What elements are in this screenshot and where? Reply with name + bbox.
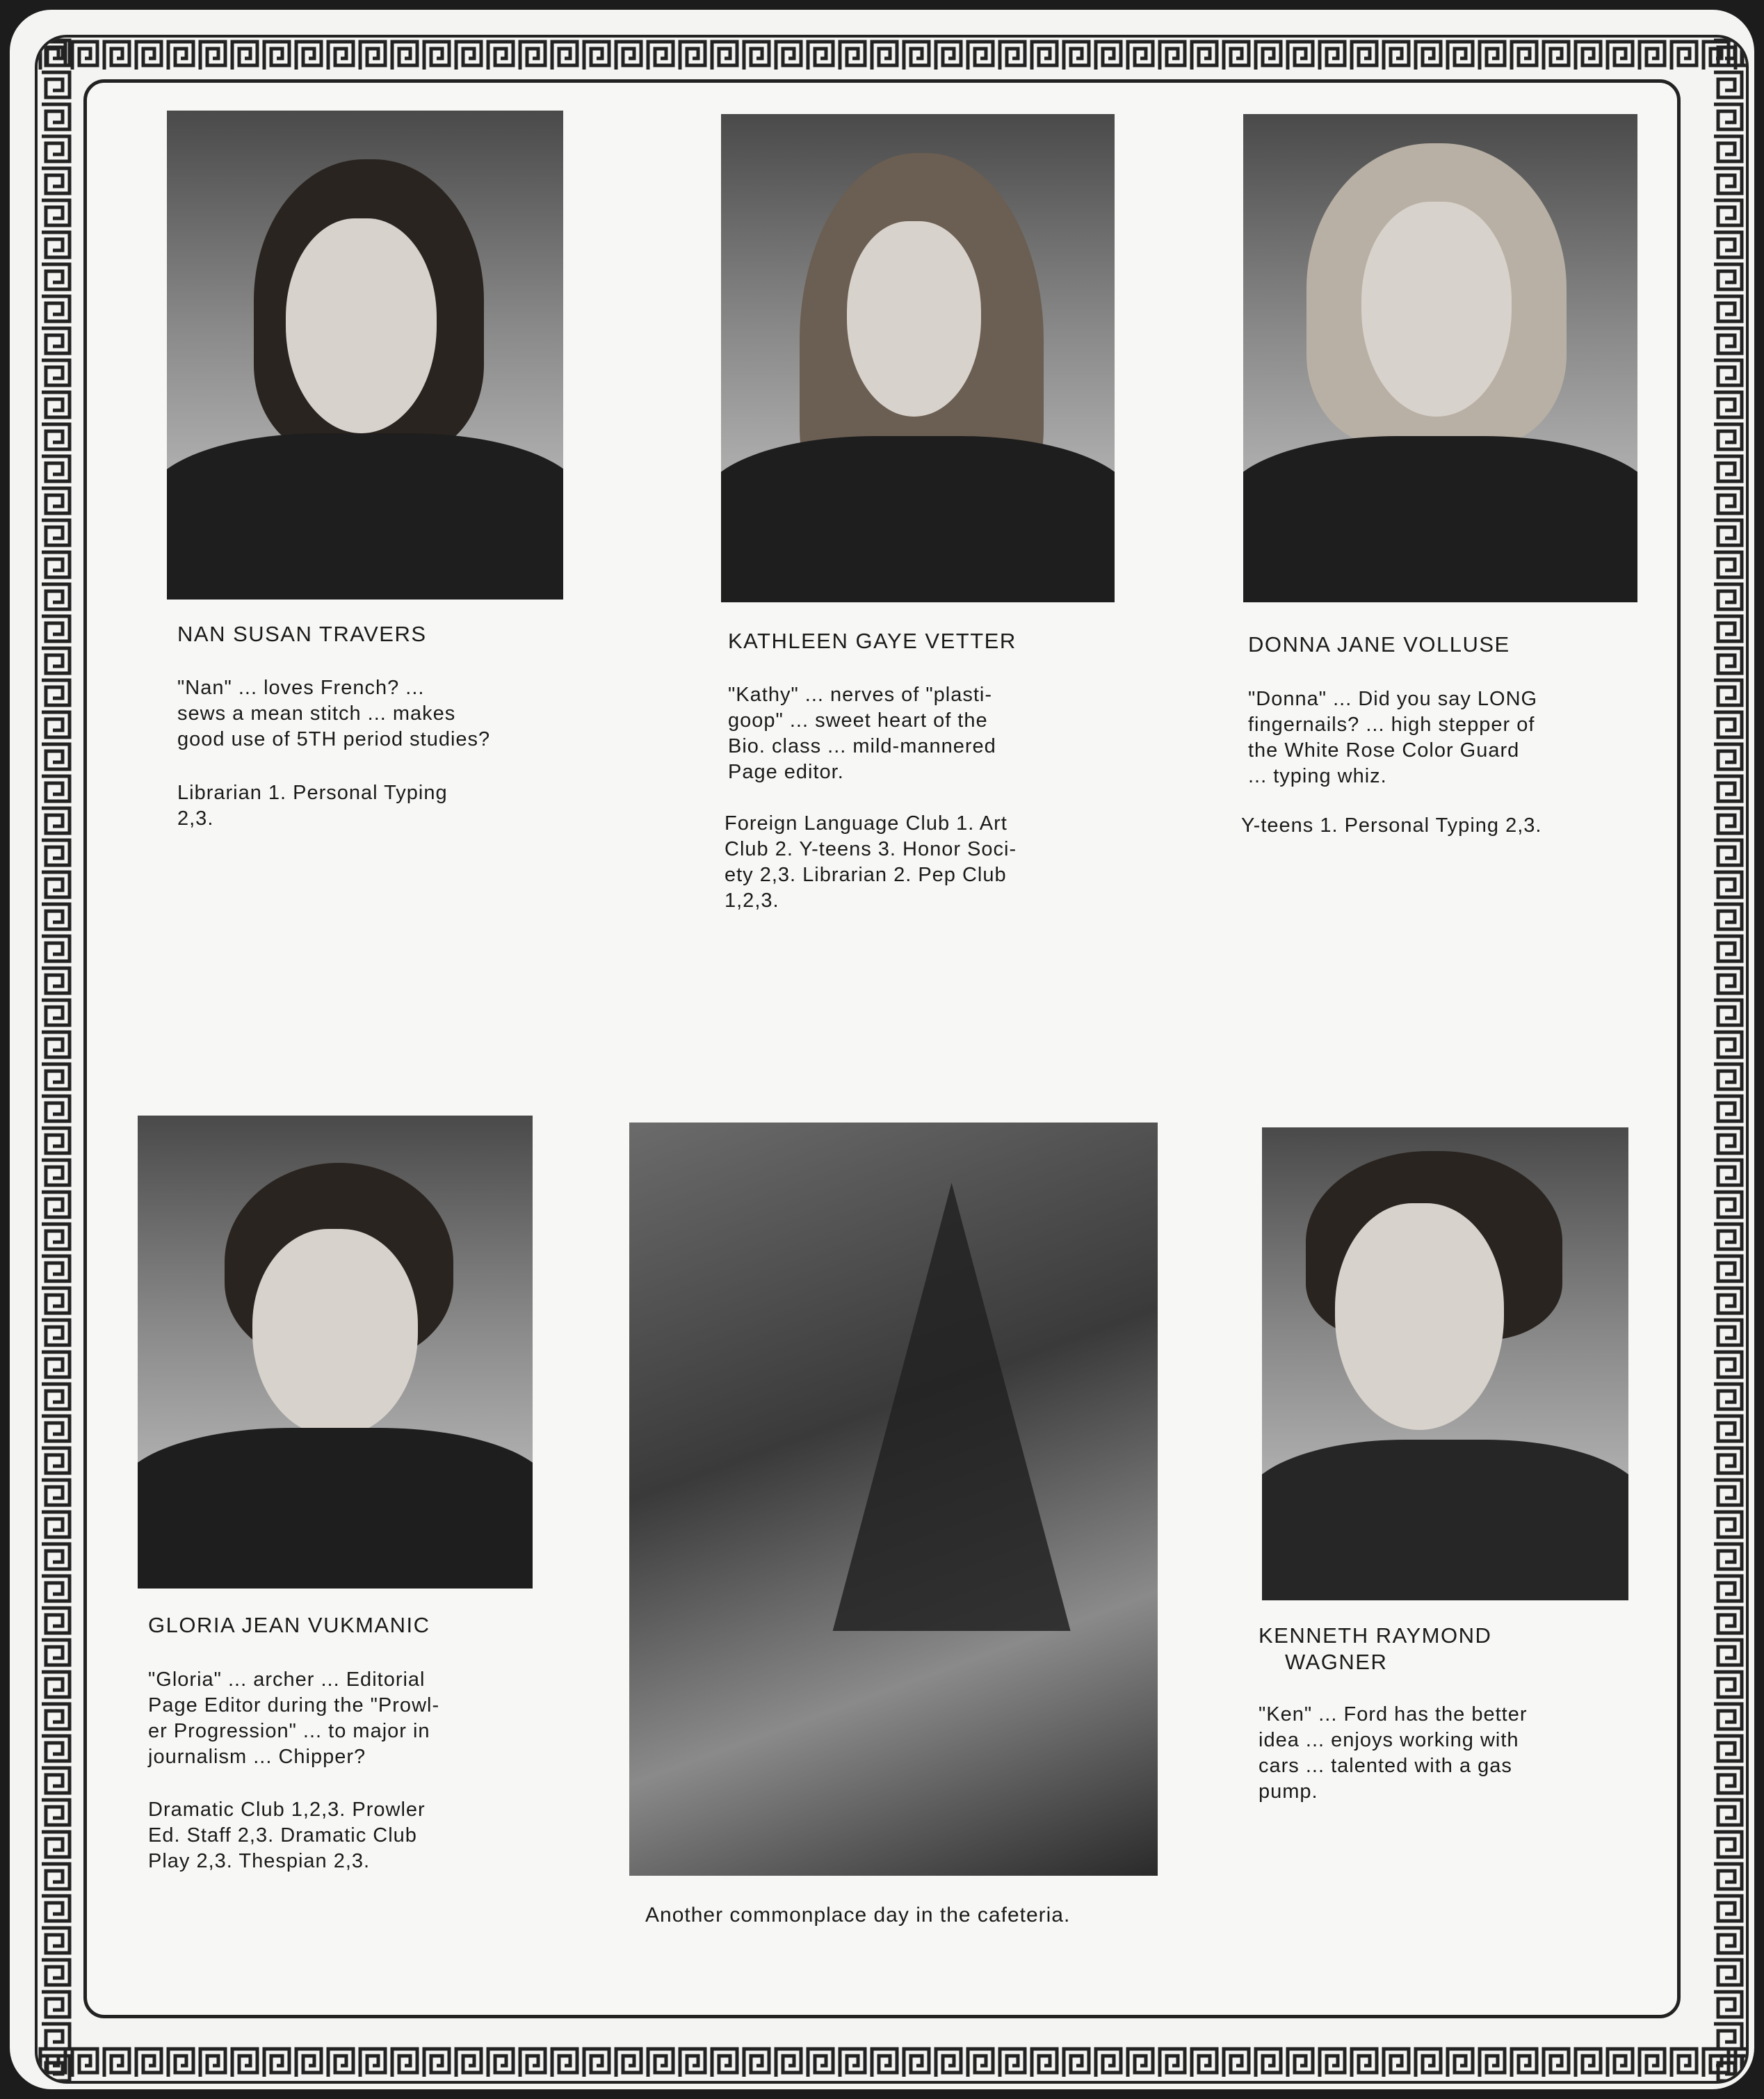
portrait-photo-wagner — [1262, 1127, 1628, 1600]
portrait-photo-travers — [167, 111, 563, 600]
student-bio-vukmanic: "Gloria" ... archer ... Editorial Page Editor during the "Prowl- er Progression" ... to major in journalism ... Chipper? — [148, 1668, 440, 1768]
student-name-travers: NAN SUSAN TRAVERS — [177, 622, 427, 646]
cafeteria-photo — [629, 1123, 1158, 1876]
portrait-photo-vukmanic — [138, 1116, 533, 1589]
portrait-photo-volluse — [1243, 114, 1637, 602]
greek-key-left-pattern — [38, 38, 74, 2081]
student-name-vukmanic: GLORIA JEAN VUKMANIC — [148, 1613, 430, 1637]
greek-key-top-pattern — [38, 38, 1746, 74]
student-bio-vetter: "Kathy" ... nerves of "plasti- goop" ... sweet heart of the Bio. class ... mild-mannered Page editor. — [728, 684, 996, 783]
student-bio-wagner: "Ken" ... Ford has the better idea ... enjoys working with cars ... talented with a gas pump. — [1259, 1703, 1528, 1803]
content-panel — [83, 79, 1681, 2018]
student-bio-volluse: "Donna" ... Did you say LONG fingernails? ... high stepper of the White Rose Color Guard ... typing whiz. — [1248, 688, 1538, 787]
greek-key-right-pattern — [1710, 38, 1746, 2081]
cafeteria-caption: Another commonplace day in the cafeteria. — [645, 1904, 1071, 1927]
greek-key-bottom-pattern — [38, 2045, 1746, 2081]
portrait-photo-vetter — [721, 114, 1115, 602]
student-name-wagner: KENNETH RAYMOND WAGNER — [1259, 1623, 1492, 1674]
student-bio-travers: "Nan" ... loves French? ... sews a mean stitch ... makes good use of 5TH period studies? — [177, 677, 491, 750]
student-name-volluse: DONNA JANE VOLLUSE — [1248, 632, 1510, 657]
student-activities-volluse: Y-teens 1. Personal Typing 2,3. — [1241, 814, 1542, 837]
student-activities-travers: Librarian 1. Personal Typing 2,3. — [177, 782, 448, 830]
student-activities-vukmanic: Dramatic Club 1,2,3. Prowler Ed. Staff 2,3. Dramatic Club Play 2,3. Thespian 2,3. — [148, 1799, 426, 1872]
student-activities-vetter: Foreign Language Club 1. Art Club 2. Y-teens 3. Honor Soci- ety 2,3. Librarian 2. Pep Club 1,2,3. — [725, 812, 1017, 912]
student-name-vetter: KATHLEEN GAYE VETTER — [728, 629, 1017, 653]
